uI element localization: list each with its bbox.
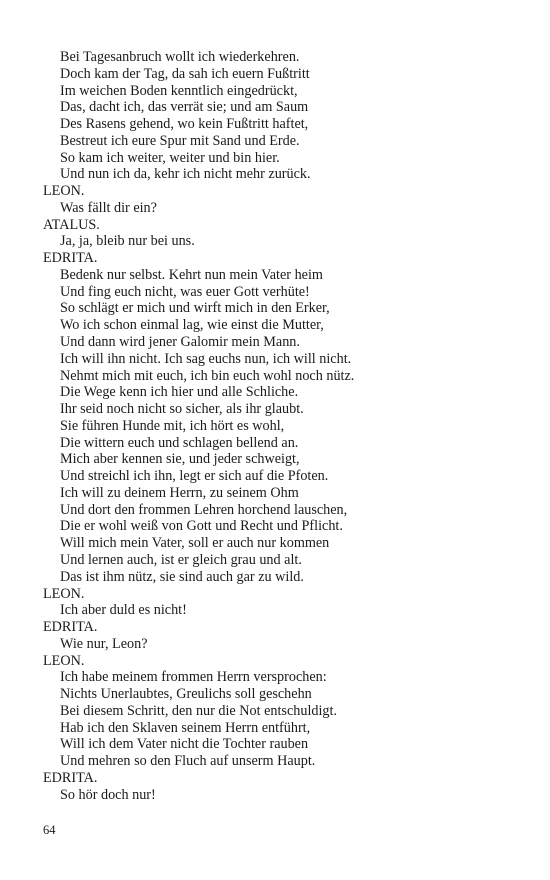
verse-line: Und lernen auch, ist er gleich grau und alt. bbox=[60, 551, 302, 568]
verse-line: Will ich dem Vater nicht die Tochter rauben bbox=[60, 736, 309, 753]
verse-line: So schlägt er mich und wirft mich in den Erker, bbox=[60, 300, 330, 317]
verse-line: Die Wege kenn ich hier und alle Schliche. bbox=[60, 384, 299, 401]
verse-line: Ihr seid noch nicht so sicher, als ihr glaubt. bbox=[60, 401, 304, 418]
verse-line: Was fällt dir ein? bbox=[60, 199, 157, 216]
verse-line: Will mich mein Vater, soll er auch nur kommen bbox=[60, 535, 330, 552]
verse-line: Hab ich den Sklaven seinem Herrn entführt, bbox=[60, 719, 311, 736]
verse-line: Bei Tagesanbruch wollt ich wiederkehren. bbox=[60, 49, 300, 65]
verse-line: So hör doch nur! bbox=[60, 786, 156, 803]
speaker-name: ATALUS. bbox=[43, 216, 100, 233]
verse-line: Das ist ihm nütz, sie sind auch gar zu wild. bbox=[60, 568, 304, 585]
verse-line: Ja, ja, bleib nur bei uns. bbox=[60, 233, 195, 250]
play-text bbox=[43, 49, 523, 803]
verse-line: Ich aber duld es nicht! bbox=[60, 602, 187, 619]
speaker-name: LEON. bbox=[43, 183, 85, 200]
page-number: 64 bbox=[43, 823, 56, 837]
verse-line: Und fing euch nicht, was euer Gott verhüte! bbox=[60, 283, 310, 300]
speaker-name: EDRITA. bbox=[43, 250, 98, 267]
verse-line: Und streichl ich ihn, legt er sich auf die Pfoten. bbox=[60, 468, 329, 485]
verse-line: Sie führen Hunde mit, ich hört es wohl, bbox=[60, 417, 285, 434]
verse-line: Nichts Unerlaubtes, Greulichs soll geschehn bbox=[60, 686, 312, 703]
verse-line: Die wittern euch und schlagen bellend an. bbox=[60, 434, 299, 451]
verse-line: Ich habe meinem frommen Herrn versprochen: bbox=[60, 669, 327, 686]
verse-line: Des Rasens gehend, wo kein Fußtritt haftet, bbox=[60, 116, 309, 133]
verse-line: Bei diesem Schritt, den nur die Not entschuldigt. bbox=[60, 702, 338, 719]
verse-line: Und dort den frommen Lehren horchend lauschen, bbox=[60, 501, 348, 518]
verse-line: Und dann wird jener Galomir mein Mann. bbox=[60, 334, 300, 351]
verse-line: Die er wohl weiß von Gott und Recht und Pflicht. bbox=[60, 518, 343, 535]
verse-line: Wo ich schon einmal lag, wie einst die Mutter, bbox=[60, 317, 324, 334]
verse-line: Nehmt mich mit euch, ich bin euch wohl noch nütz. bbox=[60, 367, 355, 384]
verse-line: Mich aber kennen sie, und jeder schweigt, bbox=[60, 451, 300, 468]
verse-line: Bedenk nur selbst. Kehrt nun mein Vater heim bbox=[60, 266, 323, 283]
verse-line: Und nun ich da, kehr ich nicht mehr zurück. bbox=[60, 166, 311, 183]
verse-line: Bestreut ich eure Spur mit Sand und Erde. bbox=[60, 132, 300, 149]
verse-line: Das, dacht ich, das verrät sie; und am Saum bbox=[60, 99, 309, 116]
speaker-name: EDRITA. bbox=[43, 619, 98, 636]
speaker-name: EDRITA. bbox=[43, 769, 98, 786]
verse-line: So kam ich weiter, weiter und bin hier. bbox=[60, 149, 280, 166]
verse-line: Ich will ihn nicht. Ich sag euchs nun, ich will nicht. bbox=[60, 350, 352, 367]
verse-line: Ich will zu deinem Herrn, zu seinem Ohm bbox=[60, 484, 299, 501]
verse-line: Wie nur, Leon? bbox=[60, 635, 148, 652]
verse-line: Doch kam der Tag, da sah ich euern Fußtritt bbox=[60, 65, 310, 82]
speaker-name: LEON. bbox=[43, 585, 85, 602]
verse-line: Im weichen Boden kenntlich eingedrückt, bbox=[60, 82, 298, 99]
speaker-name: LEON. bbox=[43, 652, 85, 669]
verse-line: Und mehren so den Fluch auf unserm Haupt. bbox=[60, 753, 316, 770]
